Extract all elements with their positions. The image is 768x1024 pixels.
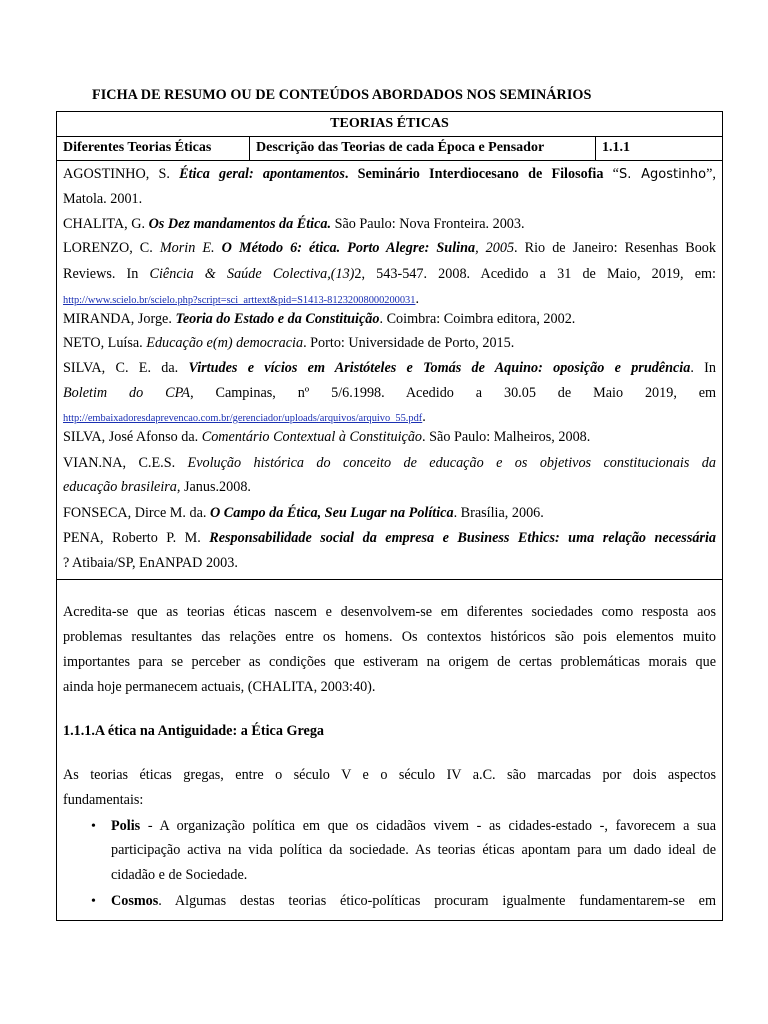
body-paragraph-line: As teorias éticas gregas, entre o século V e o século IV a.C. são marcadas por dois aspectos bbox=[63, 767, 716, 783]
reference-item: NETO, Luísa. Educação e(m) democracia. Porto: Universidade de Porto, 2015. bbox=[63, 335, 515, 351]
reference-item: http://embaixadoresdaprevencao.com.br/gerenciador/uploads/arquivos/arquivo_55.pdf. bbox=[63, 409, 426, 425]
column-rule bbox=[595, 136, 596, 160]
reference-item: CHALITA, G. Os Dez mandamentos da Ética. São Paulo: Nova Fronteira. 2003. bbox=[63, 216, 525, 232]
bullet-item-line: Cosmos. Algumas destas teorias ético-políticas procuram igualmente fundamentarem-se em bbox=[111, 893, 716, 909]
column-header-theories: Diferentes Teorias Éticas bbox=[63, 140, 212, 155]
bullet-item-line: participação activa na vida política da sociedade. As teorias éticas apontam para um dado ideal de bbox=[111, 842, 716, 858]
bullet-icon: • bbox=[91, 894, 96, 909]
body-paragraph-line: Acredita-se que as teorias éticas nascem e desenvolvem-se em diferentes sociedades como resposta aos bbox=[63, 604, 716, 620]
reference-item: MIRANDA, Jorge. Teoria do Estado e da Constituição. Coimbra: Coimbra editora, 2002. bbox=[63, 311, 576, 327]
table-caption: TEORIAS ÉTICAS bbox=[330, 116, 449, 131]
reference-item: AGOSTINHO, S. Ética geral: apontamentos. Seminário Interdiocesano de Filosofia “S. Agostinho”, bbox=[63, 166, 716, 182]
bullet-item-line: cidadão e de Sociedade. bbox=[111, 867, 248, 883]
reference-item: VIAN.NA, C.E.S. Evolução histórica do conceito de educação e os objetivos constitucionais da bbox=[63, 455, 716, 471]
bullet-icon: • bbox=[91, 819, 96, 834]
reference-item: LORENZO, C. Morin E. O Método 6: ética. Porto Alegre: Sulina, 2005. Rio de Janeiro: Resenhas Book bbox=[63, 240, 716, 256]
reference-item: http://www.scielo.br/scielo.php?script=sci_arttext&pid=S1413-81232008000200031. bbox=[63, 291, 419, 307]
column-header-number: 1.1.1 bbox=[602, 140, 630, 155]
reference-item: ? Atibaia/SP, EnANPAD 2003. bbox=[63, 555, 238, 571]
column-rule bbox=[249, 136, 250, 160]
reference-item: Matola. 2001. bbox=[63, 191, 143, 207]
reference-item: PENA, Roberto P. M. Responsabilidade social da empresa e Business Ethics: uma relação necessária bbox=[63, 530, 716, 546]
summary-table bbox=[56, 111, 723, 921]
document-title: FICHA DE RESUMO OU DE CONTEÚDOS ABORDADOS NOS SEMINÁRIOS bbox=[92, 87, 592, 103]
reference-item: educação brasileira, Janus.2008. bbox=[63, 479, 251, 495]
body-paragraph-line: fundamentais: bbox=[63, 792, 144, 808]
table-rule bbox=[57, 136, 722, 137]
embaixadores-link[interactable]: http://embaixadoresdaprevencao.com.br/gerenciador/uploads/arquivos/arquivo_55.pdf bbox=[63, 413, 423, 424]
body-paragraph-line: ainda hoje permanecem actuais, (CHALITA, 2003:40). bbox=[63, 679, 376, 695]
reference-item: SILVA, C. E. da. Virtudes e vícios em Aristóteles e Tomás de Aquino: oposição e prudência. In bbox=[63, 360, 716, 376]
section-heading: 1.1.1.A ética na Antiguidade: a Ética Grega bbox=[63, 723, 325, 739]
column-header-description: Descrição das Teorias de cada Época e Pensador bbox=[256, 140, 545, 155]
body-paragraph-line: problemas resultantes das relações entre os homens. Os contextos históricos são pois elementos muito bbox=[63, 629, 716, 645]
reference-item: Reviews. In Ciência & Saúde Colectiva,(13)2, 543-547. 2008. Acedido a 31 de Maio, 2019, em: bbox=[63, 266, 716, 282]
reference-item: FONSECA, Dirce M. da. O Campo da Ética, Seu Lugar na Política. Brasília, 2006. bbox=[63, 505, 544, 521]
bullet-item-line: Polis - A organização política em que os cidadãos vivem - as cidades-estado -, favorecem a sua bbox=[111, 818, 716, 834]
scielo-link[interactable]: http://www.scielo.br/scielo.php?script=sci_arttext&pid=S1413-81232008000200031 bbox=[63, 295, 416, 306]
table-rule bbox=[57, 160, 722, 161]
reference-item: SILVA, José Afonso da. Comentário Contextual à Constituição. São Paulo: Malheiros, 2008. bbox=[63, 429, 591, 445]
table-rule bbox=[57, 579, 722, 580]
reference-item: Boletim do CPA, Campinas, nº 5/6.1998. Acedido a 30.05 de Maio 2019, em bbox=[63, 385, 717, 401]
body-paragraph-line: importantes para se perceber as condições que estiveram na origem de certas problemáticas morais que bbox=[63, 654, 716, 670]
